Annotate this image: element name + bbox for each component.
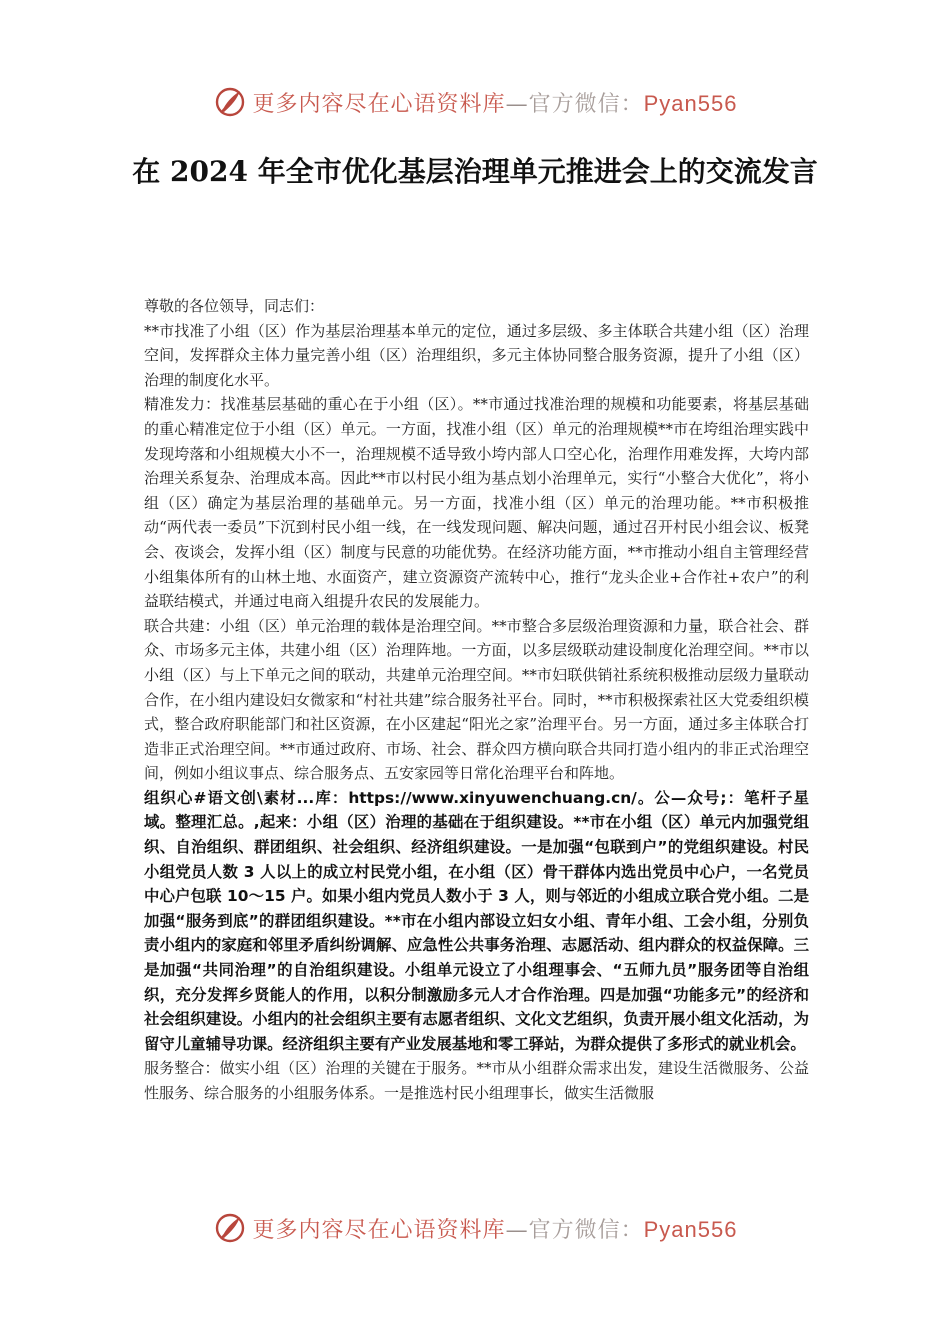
banner-wechat-id: Pyan556 (643, 1216, 738, 1242)
banner-wechat-id: Pyan556 (643, 90, 738, 116)
banner-wechat-label: 官方微信： (528, 91, 644, 117)
banner-dash: — (505, 91, 529, 117)
banner-dash: — (505, 1217, 529, 1243)
document-title: 在 2024 年全市优化基层治理单元推进会上的交流发言 (132, 155, 818, 188)
body-paragraph: 服务整合：做实小组（区）治理的关键在于服务。**市从小组群众需求出发，建设生活微服务、公益性服务、综合服务的小组服务体系。一是推选村民小组理事长，做实生活微服 (144, 1059, 809, 1102)
body-paragraph-bold: 组织心#语文创\素材...库：https://www.xinyuwenchuang.cn/。公—众号;：笔杆子星域。整理汇总。,起来：小组（区）治理的基础在于组织建设。**市在小组（区）单元内加强党组织、自治组织、群团组织、社会组织、经济组织建设。一是加强“包联到户”的党组织建设。村民小组党员人数 3 人以上的成立村民党小组，在小组（区）骨干群体内选出党员中心户，一名党员中心户包联 10～15 户。如果小组内党员人数小于 3 人，则与邻近的小组成立联合党小组。二是加强“服务到底”的群团组织建设。**市在小组内部设立妇女小组、青年小组、工会小组，分别负责小组内的家庭和邻里矛盾纠纷调解、应急性公共事务治理、志愿活动、组内群众的权益保障。三是加强“共同治理”的自治组织建设。小组单元设立了小组理事会、“五师九员”服务团等自治组织，充分发挥乡贤能人的作用，以积分制激励多元人才合作治理。四是加强“功能多元”的经济和社会组织建设。小组内的社会组织主要有志愿者组织、文化文艺组织，负责开展小组文化活动，为留守儿童辅导功课。经济组织主要有产业发展基地和零工驿站，为群众提供了多形式的就业机会。 (144, 788, 809, 1053)
body-paragraph: 联合共建：小组（区）单元治理的载体是治理空间。**市整合多层级治理资源和力量，联合社会、群众、市场多元主体，共建小组（区）治理阵地。一方面，以多层级联动建设制度化治理空间。**市以小组（区）与上下单元之间的联动，共建单元治理空间。**市妇联供销社系统积极推动层级力量联动合作，在小组内建设妇女微家和“村社共建”综合服务社平台。同时，**市积极探索社区大党委组织模式，整合政府职能部门和社区资源，在小区建起“阳光之家”治理平台。另一方面，通过多主体联合打造非正式治理空间。**市通过政府、市场、社会、群众四方横向联合共同打造小组内的非正式治理空间，例如小组议事点、综合服务点、五安家园等日常化治理平台和阵地。 (144, 616, 809, 783)
banner-text (253, 87, 738, 118)
body-paragraph: **市找准了小组（区）作为基层治理基本单元的定位，通过多层级、多主体联合共建小组（区）治理空间，发挥群众主体力量完善小组（区）治理组织，多元主体协同整合服务资源，提升了小组（区）治理的制度化水平。 (144, 321, 809, 389)
header-watermark-banner (0, 82, 950, 122)
pen-logo-icon (213, 85, 247, 119)
banner-wechat-label: 官方微信： (528, 1217, 644, 1243)
body-paragraph: 精准发力：找准基层基础的重心在于小组（区）。**市通过找准治理的规模和功能要素，将基层基础的重心精准定位于小组（区）单元。一方面，找准小组（区）单元的治理规模**市在垮组治理实践中发现垮落和小组规模大小不一，治理规模不适导致小垮内部人口空心化，治理作用难发挥，大垮内部治理关系复杂、治理成本高。因此**市以村民小组为基点划小治理单元，实行“小整合大优化”，将小组（区）确定为基层治理的基础单元。另一方面，找准小组（区）单元的治理功能。**市积极推动“两代表一委员”下沉到村民小组一线，在一线发现问题、解决问题，通过召开村民小组会议、板凳会、夜谈会，发挥小组（区）制度与民意的功能优势。在经济功能方面，**市推动小组自主管理经营小组集体所有的山林土地、水面资产，建立资源资产流转中心，推行“龙头企业+合作社+农户”的利益联结模式，并通过电商入组提升农民的发展能力。 (144, 395, 809, 611)
pen-logo-icon (213, 1211, 247, 1245)
banner-text (253, 1213, 738, 1244)
greeting-paragraph: 尊敬的各位领导，同志们： (144, 297, 325, 315)
footer-watermark-banner (0, 1208, 950, 1248)
banner-lead: 更多内容尽在心语资料库 (252, 91, 506, 117)
banner-lead: 更多内容尽在心语资料库 (252, 1217, 506, 1243)
document-body (144, 294, 809, 1106)
